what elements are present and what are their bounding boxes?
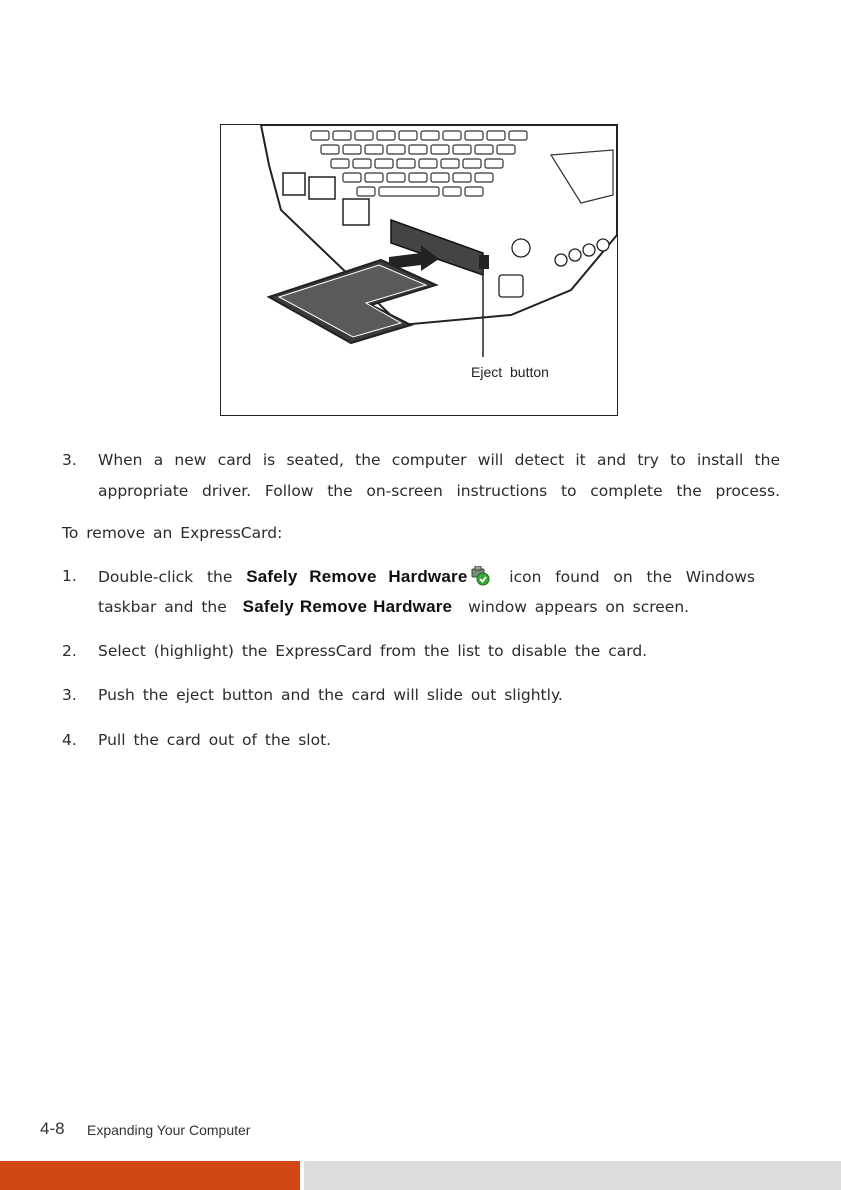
step-text-line xyxy=(98,566,755,597)
safely-remove-hardware-icon xyxy=(469,566,491,591)
remove-step-3 xyxy=(62,685,780,707)
step-text-pre: taskbar and the xyxy=(98,598,227,616)
step-text-post: window appears on screen. xyxy=(468,598,690,616)
step-text xyxy=(98,450,780,512)
install-step-3 xyxy=(62,450,780,512)
figure-expresscard-insertion xyxy=(220,124,618,416)
step-text: Select (highlight) the ExpressCard from the list to disable the card. xyxy=(98,642,648,660)
step-number: 2. xyxy=(62,642,77,660)
page-number: 4-8 xyxy=(40,1119,65,1138)
remove-step-4 xyxy=(62,730,780,752)
chapter-title: Expanding Your Computer xyxy=(87,1122,251,1138)
safely-remove-hardware-label: Safely Remove Hardware xyxy=(246,567,468,586)
remove-step-2 xyxy=(62,641,780,663)
remove-heading: To remove an ExpressCard: xyxy=(62,524,283,542)
laptop-illustration xyxy=(221,125,617,415)
step-text-line: appropriate driver. Follow the on-screen instructions to complete the process. xyxy=(98,482,780,500)
step-text: Push the eject button and the card will slide out slightly. xyxy=(98,686,563,704)
step-number: 1. xyxy=(62,567,77,585)
step-number: 3. xyxy=(62,451,77,469)
step-text-pre: Double-click the xyxy=(98,568,233,586)
footer-grey-bar xyxy=(304,1161,841,1190)
step-number: 4. xyxy=(62,731,77,749)
footer-accent-bar xyxy=(0,1161,300,1190)
figure-caption: Eject button xyxy=(471,364,549,380)
step-text-line xyxy=(98,597,755,628)
step-text-line: When a new card is seated, the computer will detect it and try to install the xyxy=(98,451,780,469)
remove-step-1 xyxy=(62,566,780,628)
step-number: 3. xyxy=(62,686,77,704)
safely-remove-hardware-window-label: Safely Remove Hardware xyxy=(242,597,453,616)
step-text: Pull the card out of the slot. xyxy=(98,731,332,749)
step-text-post: icon found on the Windows xyxy=(509,568,755,586)
step-text xyxy=(98,566,755,628)
